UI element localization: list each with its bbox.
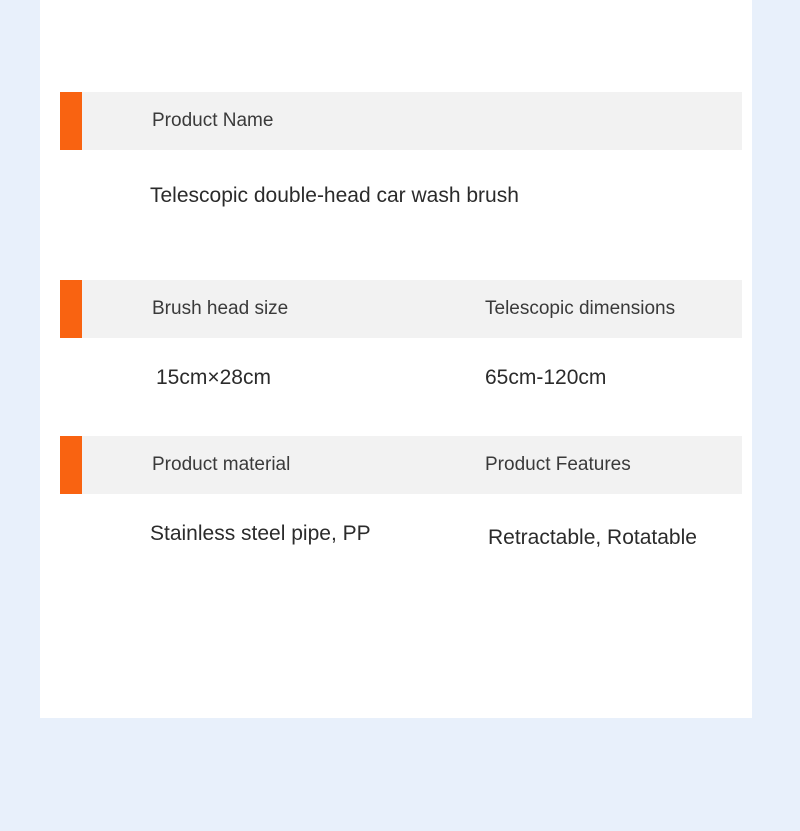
accent-bar-icon	[60, 92, 82, 150]
spec-value: 65cm-120cm	[485, 366, 607, 389]
spec-value: Retractable, Rotatable	[488, 526, 697, 549]
spec-value: 15cm×28cm	[156, 366, 271, 389]
table-value-row	[60, 494, 742, 582]
accent-bar-icon	[60, 280, 82, 338]
spec-block-dimensions	[60, 280, 742, 426]
spec-block-product-name	[60, 92, 742, 262]
table-header-row	[60, 280, 742, 338]
table-value-row	[60, 150, 742, 262]
column-header-label: Telescopic dimensions	[485, 298, 676, 319]
table-header-row	[60, 436, 742, 494]
column-header-label: Product material	[152, 454, 291, 475]
table-header-row	[60, 92, 742, 150]
column-header-label: Product Features	[485, 454, 631, 475]
table-value-row	[60, 338, 742, 426]
column-header-label: Product Name	[152, 110, 274, 131]
specification-table	[60, 92, 742, 582]
product-spec-card	[40, 0, 752, 718]
spec-block-material-features	[60, 436, 742, 582]
spec-value: Telescopic double-head car wash brush	[150, 184, 519, 207]
spec-value: Stainless steel pipe, PP	[150, 522, 371, 545]
column-header-label: Brush head size	[152, 298, 289, 319]
accent-bar-icon	[60, 436, 82, 494]
